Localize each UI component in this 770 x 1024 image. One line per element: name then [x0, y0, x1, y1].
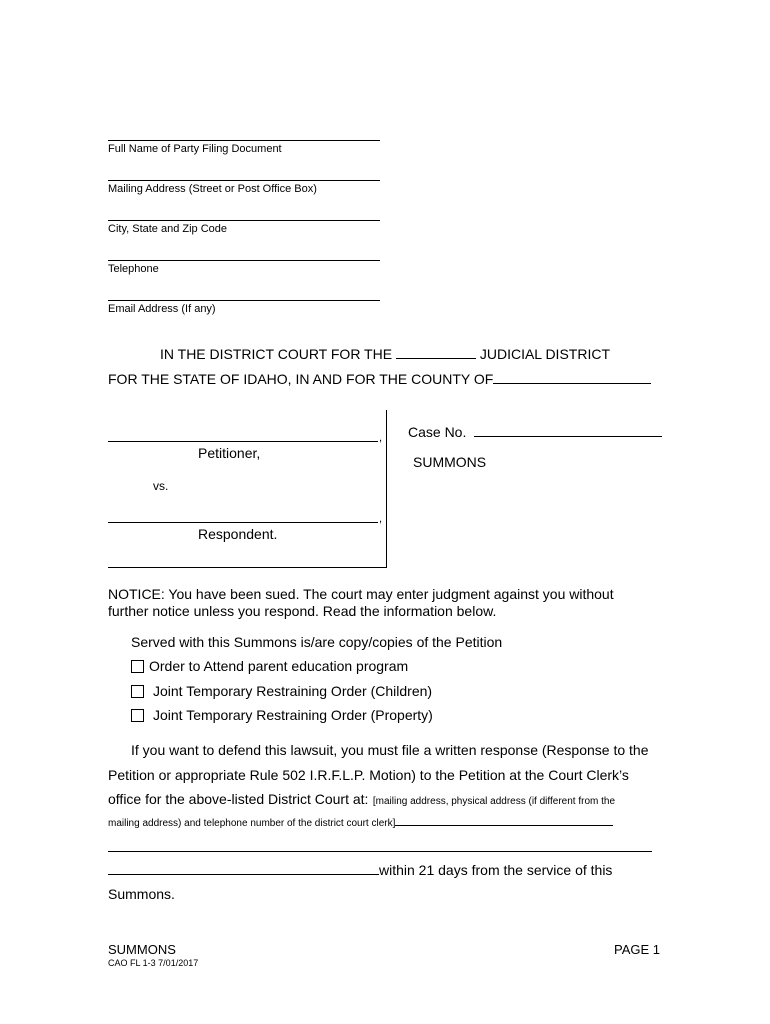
clerk-address-instruction-cont: mailing address) and telephone number of the district court clerk] — [108, 818, 396, 829]
clerk-address-field-2[interactable] — [108, 851, 652, 852]
summons-end: Summons. — [108, 886, 175, 902]
defend-line4 — [108, 818, 613, 829]
email-label: Email Address (If any) — [108, 303, 216, 315]
full-name-label: Full Name of Party Filing Document — [108, 143, 282, 155]
served-intro: Served with this Summons is/are copy/copies of the Petition — [131, 634, 503, 650]
mailing-address-label: Mailing Address (Street or Post Office Box) — [108, 183, 317, 195]
case-number-row — [408, 424, 662, 440]
email-line[interactable] — [108, 300, 380, 301]
court-heading-line2 — [108, 371, 651, 387]
petitioner-name-line[interactable] — [108, 441, 378, 442]
city-state-zip-line[interactable] — [108, 220, 380, 221]
defend-line3 — [108, 791, 615, 809]
notice-line1: NOTICE: You have been sued. The court may enter judgment against you without — [108, 586, 614, 602]
document-title: SUMMONS — [413, 454, 487, 470]
telephone-line[interactable] — [108, 260, 380, 261]
checkbox-parent-education[interactable] — [131, 660, 144, 673]
case-number-label: Case No. — [408, 424, 467, 440]
footer-form-code: CAO FL 1-3 7/01/2017 — [108, 958, 199, 968]
defend-line2: Petition or appropriate Rule 502 I.R.F.L.P. Motion) to the Petition at the Court Clerk’s — [108, 767, 629, 783]
county-field[interactable] — [493, 383, 651, 384]
footer-page-number: PAGE 1 — [614, 942, 661, 957]
option-jtro-property: Joint Temporary Restraining Order (Property) — [153, 707, 433, 723]
option-jtro-children: Joint Temporary Restraining Order (Children) — [153, 683, 433, 699]
checkbox-jtro-children[interactable] — [131, 685, 144, 698]
clerk-address-field-1[interactable] — [395, 825, 613, 826]
telephone-label: Telephone — [108, 263, 159, 275]
county-heading-text: FOR THE STATE OF IDAHO, IN AND FOR THE COUNTY OF — [108, 371, 494, 387]
respondent-name-line[interactable] — [108, 522, 378, 523]
notice-line2: further notice unless you respond. Read the information below. — [108, 603, 497, 619]
court-heading-line1 — [160, 346, 610, 362]
court-heading-part-a: IN THE DISTRICT COURT FOR THE — [160, 346, 393, 362]
checkbox-jtro-property[interactable] — [131, 709, 144, 722]
petitioner-label: Petitioner, — [198, 445, 261, 461]
respondent-comma: , — [379, 513, 383, 525]
court-heading-part-b: JUDICIAL DISTRICT — [479, 346, 610, 362]
within-days-text: within 21 days from the service of this — [379, 862, 613, 878]
defend-line1: If you want to defend this lawsuit, you must file a written response (Response to the — [131, 742, 649, 758]
petitioner-comma: , — [379, 432, 383, 444]
case-number-field[interactable] — [474, 436, 662, 437]
city-state-zip-label: City, State and Zip Code — [108, 223, 228, 235]
caption-vertical-rule — [386, 410, 387, 568]
mailing-address-line[interactable] — [108, 180, 380, 181]
respondent-label: Respondent. — [198, 526, 278, 542]
versus-label: vs. — [153, 479, 169, 493]
clerk-address-instruction: [mailing address, physical address (if different from the — [372, 796, 616, 807]
option-parent-education: Order to Attend parent education program — [149, 658, 409, 674]
caption-bottom-rule — [108, 567, 387, 568]
within-days-row — [108, 862, 612, 878]
defend-line3-text: office for the above-listed District Court at: — [108, 791, 369, 807]
full-name-line[interactable] — [108, 140, 380, 141]
footer-title: SUMMONS — [108, 942, 176, 957]
clerk-address-field-3[interactable] — [108, 874, 379, 875]
judicial-district-field[interactable] — [396, 358, 476, 359]
